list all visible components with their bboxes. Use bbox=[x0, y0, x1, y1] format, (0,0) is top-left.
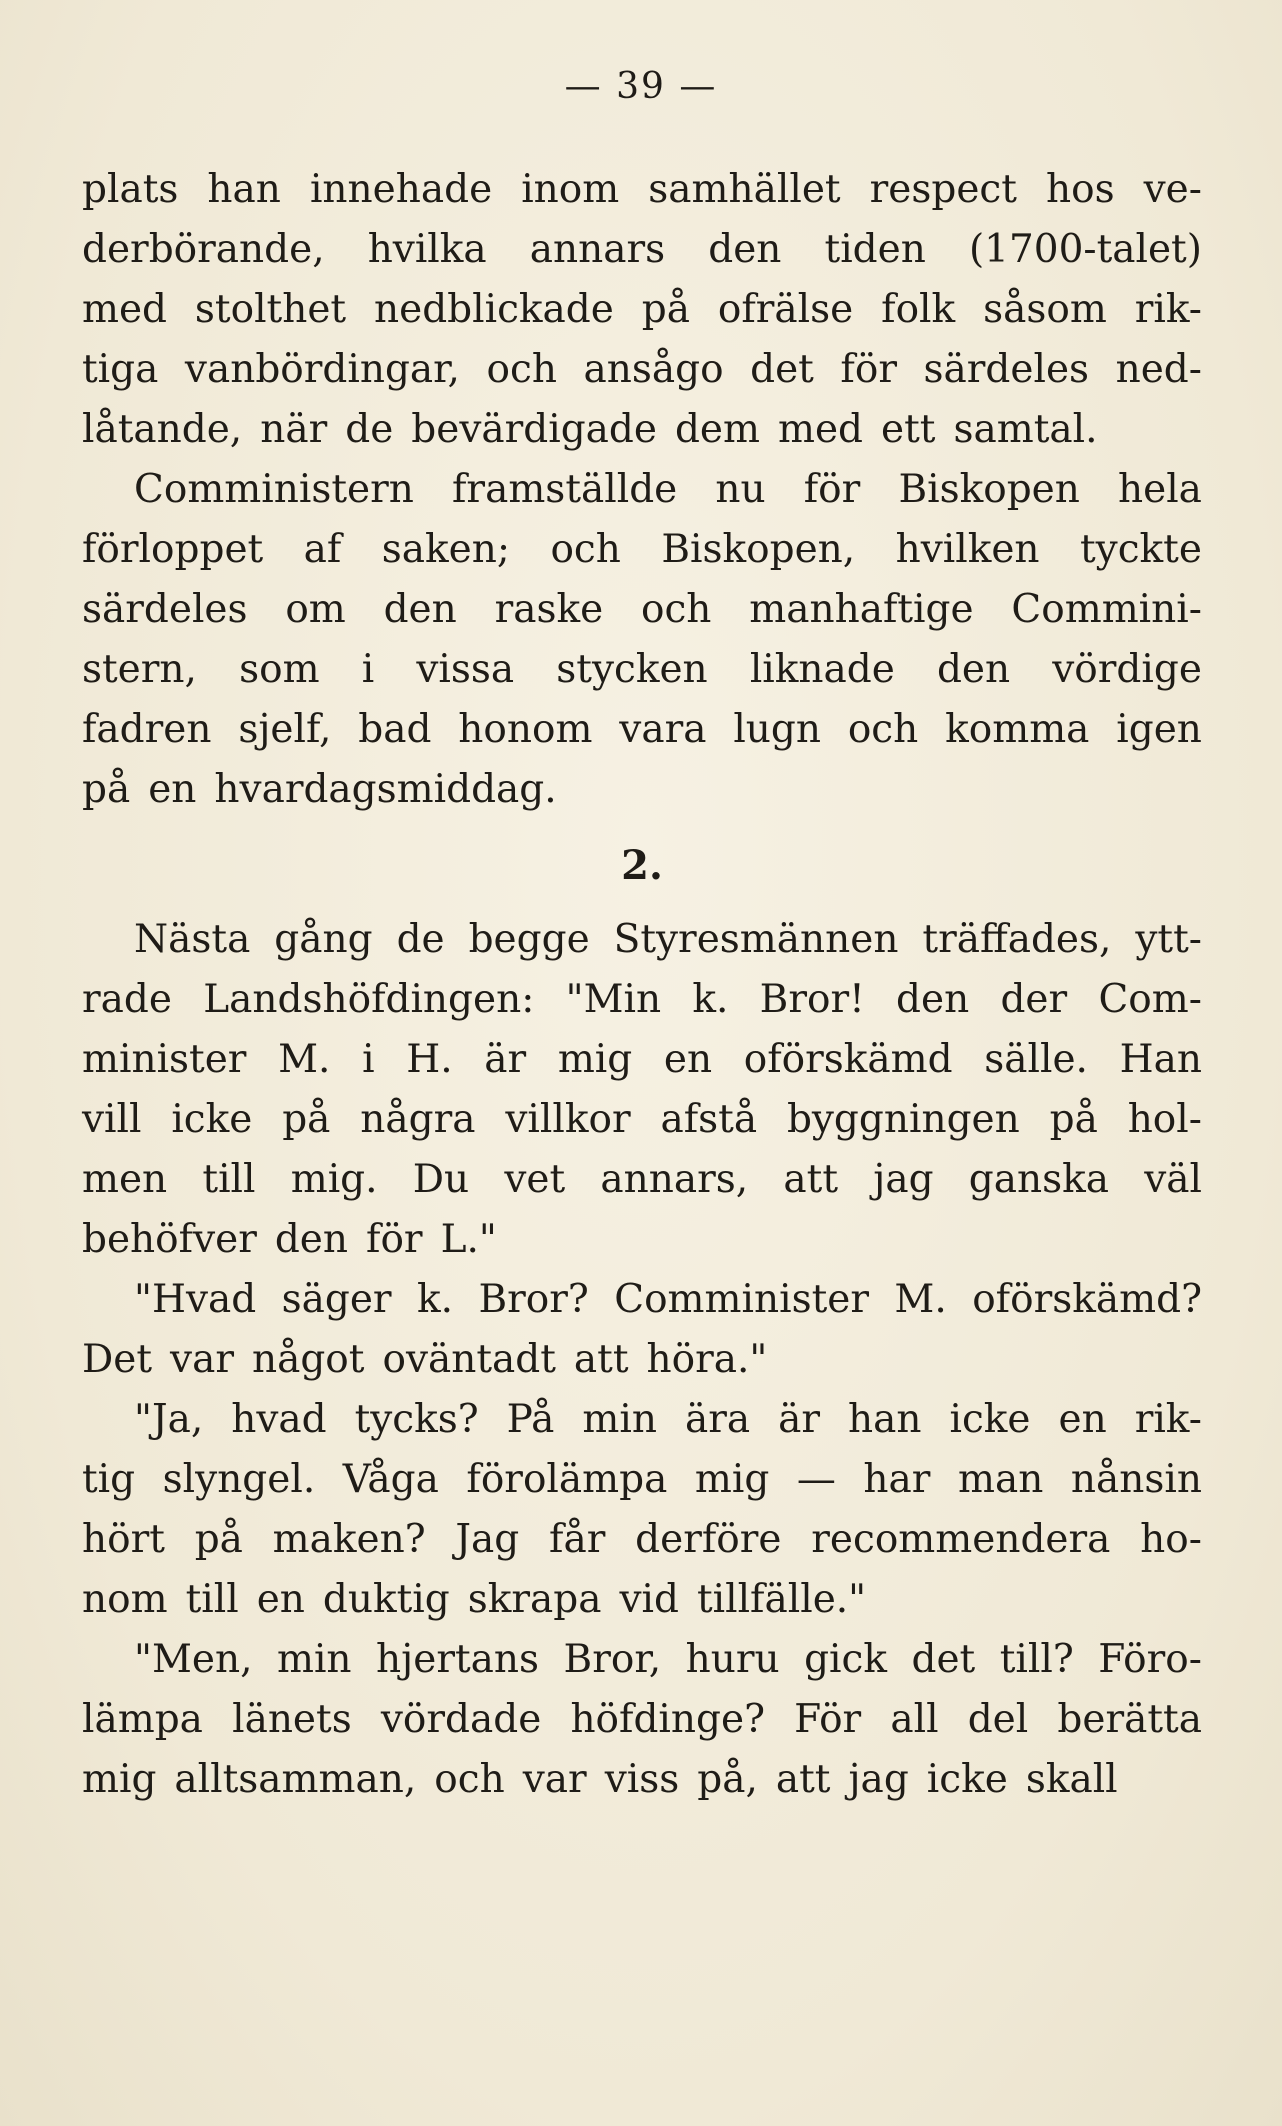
text-line: stern, som i vissa stycken liknade den vördige bbox=[82, 647, 1202, 692]
body-text bbox=[82, 160, 1202, 1810]
text-line: "Men, min hjertans Bror, huru gick det till? Föro- bbox=[134, 1637, 1202, 1682]
page-number: — 39 — bbox=[564, 66, 718, 107]
text-line: rade Landshöfdingen: "Min k. Bror! den der Com- bbox=[82, 977, 1202, 1022]
section-heading: 2. bbox=[621, 842, 663, 889]
text-line: derbörande, hvilka annars den tiden (1700-talet) bbox=[82, 227, 1202, 272]
text-line: "Hvad säger k. Bror? Comminister M. oförskämd? bbox=[134, 1277, 1202, 1322]
text-line: på en hvardagsmiddag. bbox=[82, 767, 557, 812]
text-line: låtande, när de bevärdigade dem med ett samtal. bbox=[82, 407, 1098, 452]
paragraph bbox=[82, 160, 1202, 460]
text-line: nom till en duktig skrapa vid tillfälle." bbox=[82, 1577, 867, 1622]
text-part-before-heading bbox=[82, 160, 1202, 820]
text-line: minister M. i H. är mig en oförskämd sälle. Han bbox=[82, 1037, 1202, 1082]
text-line: särdeles om den raske och manhaftige Commini- bbox=[82, 587, 1202, 632]
text-line: lämpa länets vördade höfdinge? För all del berätta bbox=[82, 1697, 1202, 1742]
paragraph bbox=[82, 1630, 1202, 1810]
text-line: plats han innehade inom samhället respect hos ve- bbox=[82, 167, 1202, 212]
text-line: men till mig. Du vet annars, att jag ganska väl bbox=[82, 1157, 1202, 1202]
text-line: hört på maken? Jag får derföre recommendera ho- bbox=[82, 1517, 1202, 1562]
paragraph bbox=[82, 1390, 1202, 1630]
text-line: med stolthet nedblickade på ofrälse folk såsom rik- bbox=[82, 287, 1202, 332]
text-line: mig alltsamman, och var viss på, att jag icke skall bbox=[82, 1757, 1118, 1802]
paragraph bbox=[82, 910, 1202, 1270]
text-line: Comministern framställde nu för Biskopen hela bbox=[134, 467, 1202, 512]
text-line: fadren sjelf, bad honom vara lugn och komma igen bbox=[82, 707, 1202, 752]
text-line: "Ja, hvad tycks? På min ära är han icke en rik- bbox=[134, 1397, 1202, 1442]
text-line: förloppet af saken; och Biskopen, hvilken tyckte bbox=[82, 527, 1202, 572]
paragraph bbox=[82, 1270, 1202, 1390]
text-part-after-heading bbox=[82, 910, 1202, 1810]
text-line: behöfver den för L." bbox=[82, 1217, 497, 1262]
text-line: Det var något oväntadt att höra." bbox=[82, 1337, 768, 1382]
text-line: tiga vanbördingar, och ansågo det för särdeles ned- bbox=[82, 347, 1202, 392]
paragraph bbox=[82, 460, 1202, 820]
text-line: tig slyngel. Våga förolämpa mig — har man nånsin bbox=[82, 1457, 1202, 1502]
text-line: Nästa gång de begge Styresmännen träffades, ytt- bbox=[134, 917, 1202, 962]
text-line: vill icke på några villkor afstå byggningen på hol- bbox=[82, 1097, 1202, 1142]
